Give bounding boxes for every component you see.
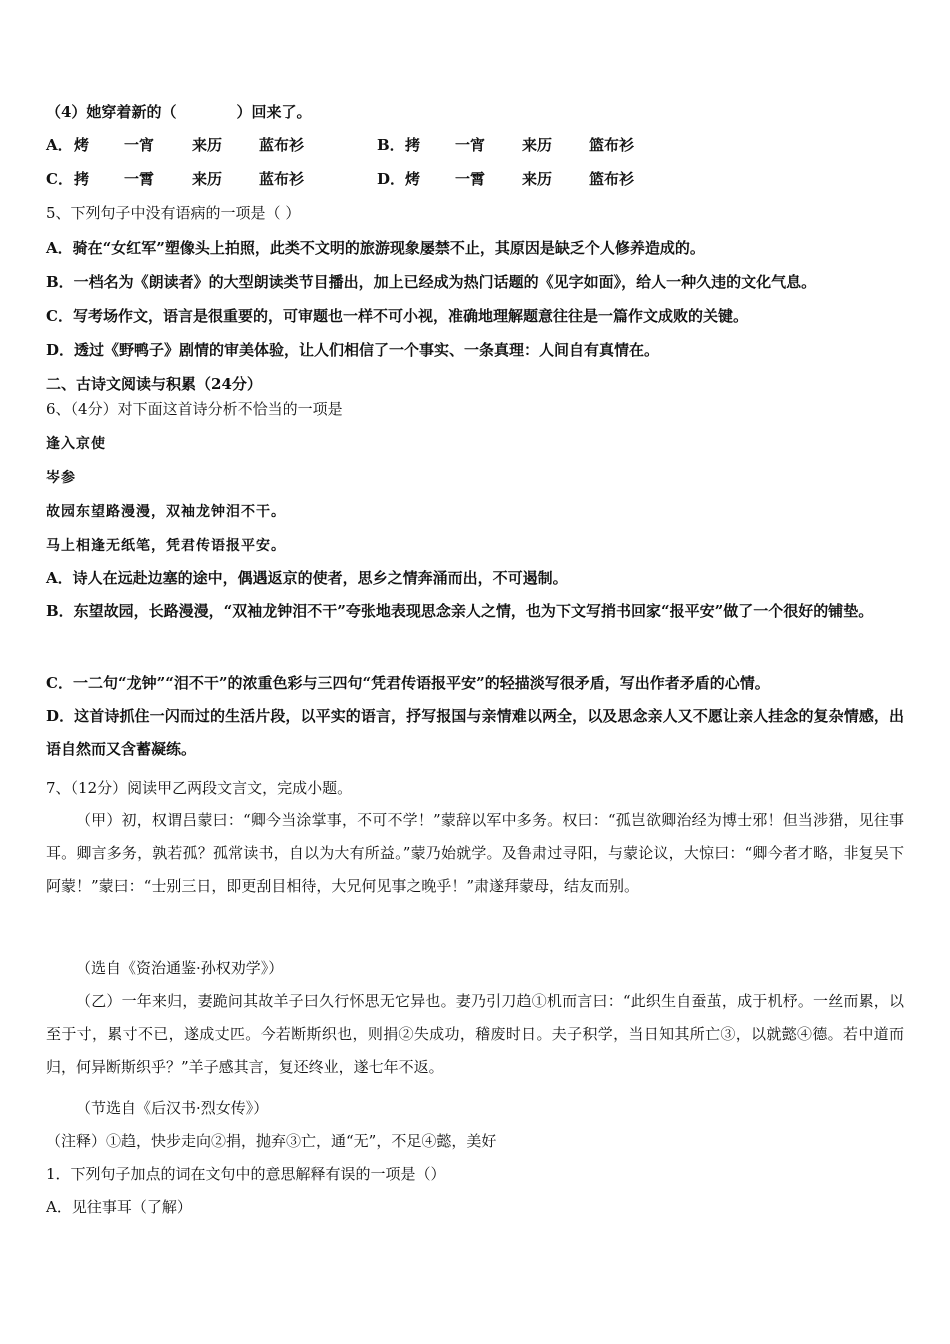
- q4-stem: （4）她穿着新的（ ）回来了。: [46, 103, 312, 121]
- poem-title: 逢入京使: [46, 436, 106, 452]
- q4-option-a: A．烤 一宵 来历 蓝布衫: [46, 136, 305, 154]
- passage-yi: （乙）一年来归，妻跪问其故羊子曰久行怀思无它异也。妻乃引刀趋①机而言曰：“此织生自蚕茧，成于机杼。一丝而累，以至于寸，累寸不已，遂成丈匹。今若断斯织也，则捐②失成功，稽废时日。夫子积学，当日知其所亡③，以就懿④德。若中道而归，何异断斯织乎？”羊子感其言，复还终业，遂七年不返。: [46, 992, 904, 1076]
- q5-option-d: D．透过《野鸭子》剧情的审美体验，让人们相信了一个事实、一条真理：人间自有真情在。: [46, 341, 660, 359]
- q5-option-a: A．骑在“女红军”塑像头上拍照，此类不文明的旅游现象屡禁不止，其原因是缺乏个人修养造成的。: [46, 239, 705, 257]
- q5-option-b: B．一档名为《朗读者》的大型朗读类节目播出，加上已经成为热门话题的《见字如面》，给人一种久违的文化气息。: [46, 273, 817, 291]
- poem-author: 岑参: [46, 470, 76, 486]
- section-title: 二、古诗文阅读与积累（24分）: [46, 375, 262, 393]
- q7-sub1-stem: 1．下列句子加点的词在文句中的意思解释有误的一项是（）: [46, 1165, 446, 1183]
- q6-option-a: A．诗人在远赴边塞的途中，偶遇返京的使者，思乡之情奔涌而出，不可遏制。: [46, 569, 568, 587]
- q6-option-c: C．一二句“龙钟”“泪不干”的浓重色彩与三四句“凭君传语报平安”的轻描淡写很矛盾，写出作者矛盾的心情。: [46, 674, 770, 692]
- q7-sub1-option-a: A．见往事耳（了解）: [46, 1198, 192, 1216]
- passage-jia: （甲）初，权谓吕蒙曰：“卿今当涂掌事，不可不学！”蒙辞以军中多务。权曰：“孤岂欲卿治经为博士邪！但当涉猎，见往事耳。卿言多务，孰若孤？孤常读书，自以为大有所益。”蒙乃始就学。及鲁肃过寻阳，与蒙论议，大惊曰：“卿今者才略，非复吴下阿蒙！”蒙曰：“士别三日，即更刮目相待，大兄何见事之晚乎！”肃遂拜蒙母，结友而别。: [46, 811, 904, 895]
- passage-yi-source: （节选自《后汉书·烈女传》）: [76, 1099, 269, 1117]
- passage-jia-source: （选自《资治通鉴·孙权劝学》）: [76, 959, 284, 977]
- q4-option-c: C．拷 一霄 来历 蓝布衫: [46, 170, 305, 188]
- q4-option-b: B．拷 一宵 来历 篮布衫: [377, 136, 635, 154]
- q7-stem: 7、（12分）阅读甲乙两段文言文，完成小题。: [46, 779, 353, 797]
- notes: （注释）①趋，快步走向②捐，抛弃③亡，通“无”，不足④懿，美好: [46, 1132, 497, 1150]
- q5-option-c: C．写考场作文，语言是很重要的，可审题也一样不可小视，准确地理解题意往往是一篇作文成败的关键。: [46, 307, 748, 325]
- q6-stem: 6、（4分）对下面这首诗分析不恰当的一项是: [46, 400, 343, 418]
- poem-line-1: 故园东望路漫漫，双袖龙钟泪不干。: [46, 504, 286, 520]
- q4-option-d: D．烤 一霄 来历 篮布衫: [377, 170, 635, 188]
- q6-option-d: D．这首诗抓住一闪而过的生活片段，以平实的语言，抒写报国与亲情难以两全，以及思念亲人又不愿让亲人挂念的复杂情感，出语自然而又含蓄凝练。: [46, 707, 904, 758]
- q5-stem: 5、下列句子中没有语病的一项是（ ）: [46, 204, 301, 222]
- poem-line-2: 马上相逢无纸笔，凭君传语报平安。: [46, 538, 286, 554]
- q6-option-b: B．东望故园，长路漫漫，“双袖龙钟泪不干”夸张地表现思念亲人之情，也为下文写捎书回家“报平安”做了一个很好的铺垫。: [46, 602, 874, 620]
